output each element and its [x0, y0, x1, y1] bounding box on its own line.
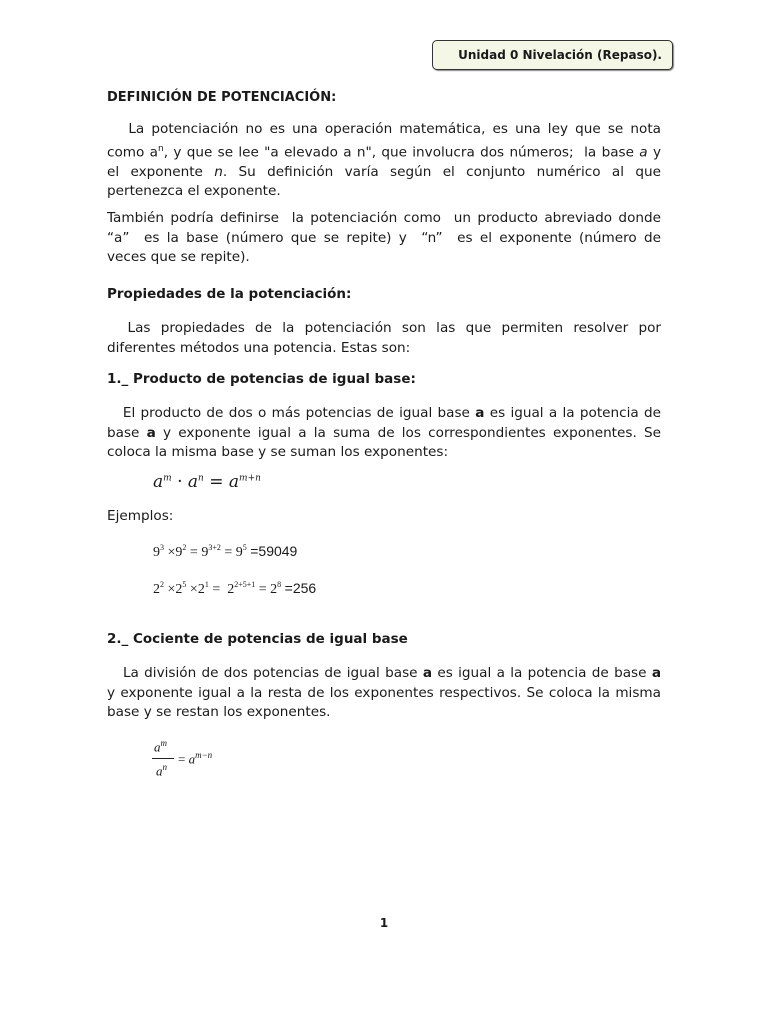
property-2-title: 2._ Cociente de potencias de igual base — [107, 631, 408, 647]
formula-exponent: m−n — [195, 750, 213, 760]
ex-exp: 2 — [160, 580, 164, 589]
text-span: el exponente — [107, 163, 215, 180]
product-rule-formula — [153, 472, 261, 492]
ex-exp: 1 — [204, 580, 209, 589]
formula-term: a — [228, 472, 240, 492]
formula-term: a — [156, 763, 163, 779]
ex-base: 2 — [197, 582, 205, 597]
bold-a: a — [475, 405, 485, 421]
fraction-denominator — [156, 762, 167, 779]
formula-term: a — [187, 472, 199, 492]
ex-result: =256 — [284, 580, 317, 596]
formula-exponent: m — [160, 738, 167, 748]
unit-header-box — [432, 40, 673, 70]
text-line: pertenezca el exponente. — [107, 183, 281, 200]
formula-exponent: n — [162, 762, 167, 772]
text-line: base y se restan los exponentes. — [107, 704, 331, 720]
page-number: 1 — [379, 916, 389, 930]
text-line — [107, 163, 661, 183]
text-line — [107, 140, 661, 163]
ex-operator: = — [212, 582, 221, 597]
italic-a: a — [639, 144, 648, 161]
formula-exponent: n — [198, 473, 204, 484]
ex-exp: 3+2 — [208, 543, 221, 552]
ex-operator: × — [189, 582, 198, 597]
text-span: y exponente igual a la suma de los correspondientes exponentes. Se — [155, 424, 661, 441]
ex-exp: 3 — [160, 543, 164, 552]
text-span: , y que se lee "a elevado a n", que involucra dos números; la base — [163, 144, 640, 161]
text-span: y — [647, 144, 661, 161]
formula-term: a — [188, 751, 196, 767]
formula-operator: · — [177, 472, 183, 492]
ex-base: 2 — [270, 582, 278, 597]
fraction-bar — [152, 758, 174, 759]
italic-n: n — [214, 163, 223, 180]
bold-a: a — [146, 424, 156, 441]
text-line: La potenciación no es una operación matemática, es una ley que se nota — [107, 121, 661, 137]
ex-base: 9 — [235, 545, 243, 560]
text-span: La división de dos potencias de igual base — [107, 665, 423, 681]
examples-label: Ejemplos: — [107, 508, 174, 524]
property-1-paragraph — [107, 404, 661, 463]
formula-term: a — [153, 472, 164, 492]
definition-paragraph-1 — [107, 120, 661, 202]
formula-exponent: m — [163, 473, 172, 484]
formula-exponent: m+n — [239, 473, 261, 484]
ex-base: 2 — [153, 582, 160, 597]
superscript-n: n — [158, 143, 164, 154]
bold-a: a — [651, 665, 662, 681]
properties-intro — [107, 319, 661, 358]
property-1-title: 1._ Producto de potencias de igual base: — [107, 371, 416, 387]
ex-exp: 5 — [242, 543, 247, 552]
formula-operator: = — [209, 472, 224, 492]
ex-exp: 2+5+1 — [234, 580, 256, 589]
definition-paragraph-2 — [107, 209, 661, 268]
text-line — [107, 664, 661, 684]
ex-operator: = — [258, 582, 267, 597]
bold-a: a — [422, 665, 433, 681]
text-span: como a — [107, 144, 158, 161]
ex-operator: = — [189, 545, 198, 560]
formula-term: a — [154, 739, 161, 755]
text-span: es igual a la potencia de base — [432, 665, 652, 681]
text-line: También podría definirse la potenciación como un producto abreviado donde — [107, 210, 661, 226]
definition-title: DEFINICIÓN DE POTENCIACIÓN: — [107, 90, 337, 105]
formula-operator: = — [178, 751, 186, 767]
text-span: El producto de dos o más potencias de igual base — [107, 405, 476, 421]
text-line: Las propiedades de la potenciación son las que permiten resolver por — [107, 320, 661, 336]
ex-exp: 5 — [182, 580, 187, 589]
ex-operator: = — [224, 545, 233, 560]
unit-header-label: Unidad 0 Nivelación (Repaso). — [458, 48, 662, 62]
ex-base: 2 — [175, 582, 183, 597]
fraction-numerator — [154, 738, 167, 755]
ex-operator: × — [167, 545, 176, 560]
text-line — [107, 404, 661, 424]
ex-operator: × — [167, 582, 176, 597]
ex-base: 9 — [153, 545, 160, 560]
text-span: base — [107, 424, 147, 441]
text-line: “a” es la base (número que se repite) y “n” es el exponente (número de — [107, 229, 661, 246]
properties-title: Propiedades de la potenciación: — [107, 286, 352, 302]
ex-base: 9 — [201, 545, 209, 560]
example-2 — [153, 580, 316, 598]
text-span: . Su definición varía según el conjunto numérico al que — [222, 163, 662, 180]
text-line: coloca la misma base y se suman los exponentes: — [107, 444, 449, 460]
ex-base: 2 — [227, 582, 235, 597]
example-1 — [153, 543, 297, 561]
ex-result: =59049 — [250, 543, 298, 559]
ex-base: 9 — [175, 545, 183, 560]
text-span: es igual a la potencia de — [484, 405, 662, 421]
ex-exp: 8 — [277, 580, 282, 589]
property-2-paragraph — [107, 664, 661, 723]
text-line — [107, 424, 661, 444]
fraction-result — [178, 750, 212, 767]
text-line: y exponente igual a la resta de los exponentes respectivos. Se coloca la misma — [107, 684, 661, 701]
text-line: veces que se repite). — [107, 249, 250, 265]
text-line: diferentes métodos una potencia. Estas son: — [107, 339, 411, 356]
ex-exp: 2 — [182, 543, 187, 552]
